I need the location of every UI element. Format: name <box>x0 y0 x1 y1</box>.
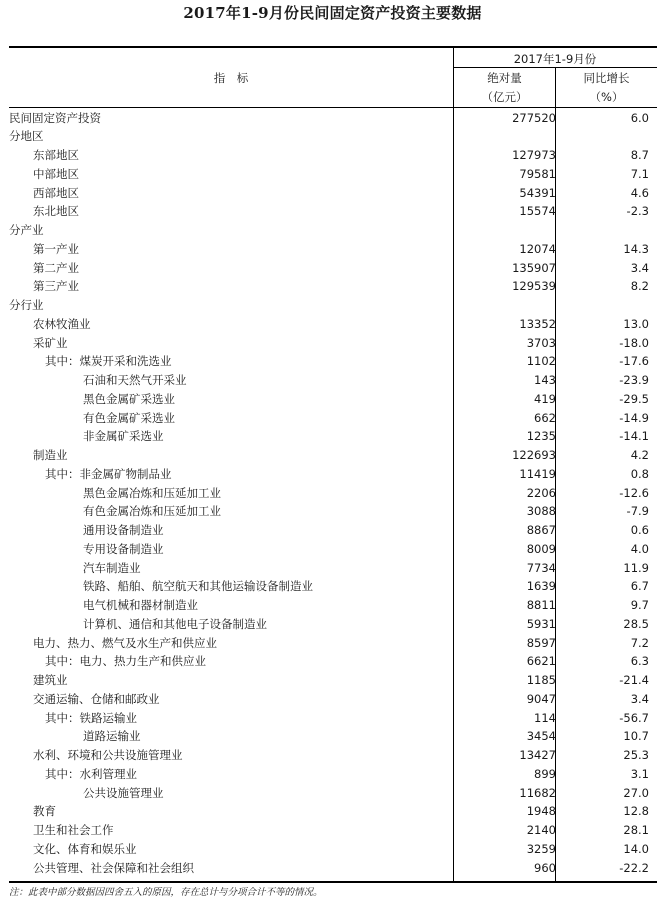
row-label-text: 水利管理业 <box>79 766 137 781</box>
row-label <box>45 352 172 371</box>
table-bottom-rule <box>9 881 657 883</box>
row-label-text: 计算机、通信和其他电子设备制造业 <box>83 616 267 631</box>
row-yoy-value: 7.1 <box>630 166 649 181</box>
row-yoy-value: 8.7 <box>630 148 649 162</box>
row-prefix: 其中： <box>45 766 80 781</box>
row-yoy-value: 6.3 <box>630 654 649 669</box>
row-yoy-value: 4.0 <box>630 541 649 556</box>
table-row <box>9 427 657 446</box>
row-label <box>33 690 160 709</box>
row-label-text: 交通运输、仓储和邮政业 <box>33 691 160 706</box>
table-row <box>9 221 657 240</box>
row-label-text: 水利、环境和公共设施管理业 <box>33 748 183 762</box>
row-label-text: 分地区 <box>9 129 44 144</box>
row-label <box>33 840 137 859</box>
table-row <box>9 709 657 728</box>
row-yoy-value: -12.6 <box>619 485 649 500</box>
row-yoy-value: 0.6 <box>630 523 649 537</box>
row-label <box>33 634 217 653</box>
table-top-rule <box>9 46 657 48</box>
row-label-text: 民间固定资产投资 <box>9 110 101 125</box>
row-yoy-value: 6.7 <box>630 579 649 594</box>
row-abs-value: 1102 <box>526 354 556 369</box>
row-label <box>33 277 79 296</box>
row-abs-value: 11682 <box>519 785 556 800</box>
row-label <box>33 259 79 278</box>
table-row <box>9 821 657 840</box>
row-label <box>83 409 175 428</box>
row-yoy-value: 4.2 <box>630 448 649 462</box>
row-yoy-value: -14.1 <box>619 429 649 444</box>
row-abs-value: 114 <box>534 710 556 725</box>
row-label <box>33 821 114 840</box>
row-yoy-value: 25.3 <box>623 748 649 762</box>
row-label-text: 铁路、船舶、航空航天和其他运输设备制造业 <box>83 579 313 594</box>
table-row <box>9 634 657 653</box>
row-abs-value: 79581 <box>519 166 556 181</box>
row-label <box>45 765 137 784</box>
row-abs-value: 3088 <box>526 504 556 519</box>
row-abs-value: 3454 <box>526 729 556 744</box>
row-label <box>83 596 198 615</box>
row-label-text: 道路运输业 <box>83 729 141 744</box>
row-label <box>83 484 221 503</box>
row-label <box>33 315 91 334</box>
row-abs-value: 5931 <box>526 616 556 631</box>
row-label <box>33 859 194 878</box>
row-label-text: 分产业 <box>9 223 44 237</box>
row-abs-value: 54391 <box>519 185 556 200</box>
table-row <box>9 315 657 334</box>
table-row <box>9 577 657 596</box>
row-label <box>83 784 164 803</box>
row-abs-value: 13352 <box>519 316 556 331</box>
row-yoy-value: -56.7 <box>619 710 649 725</box>
row-label-text: 煤炭开采和洗选业 <box>79 354 172 369</box>
row-label-text: 石油和天然气开采业 <box>83 373 187 387</box>
table-row <box>9 840 657 859</box>
table-row <box>9 184 657 203</box>
table-row <box>9 352 657 371</box>
row-yoy-value: 6.0 <box>630 110 649 125</box>
row-yoy-value: -14.9 <box>619 410 649 425</box>
row-label-text: 汽车制造业 <box>83 560 141 575</box>
row-label <box>45 652 206 671</box>
header-abs-line1: 绝对量 <box>487 71 522 85</box>
row-label-text: 有色金属冶炼和压延加工业 <box>83 504 221 519</box>
table-row <box>9 409 657 428</box>
row-abs-value: 15574 <box>519 204 556 219</box>
row-label-text: 第一产业 <box>33 241 79 256</box>
row-abs-value: 277520 <box>512 110 556 125</box>
table-row <box>9 671 657 690</box>
row-prefix: 其中： <box>45 354 80 369</box>
row-abs-value: 8867 <box>526 523 556 537</box>
table-row <box>9 746 657 765</box>
row-yoy-value: 8.2 <box>630 279 649 294</box>
row-label <box>83 727 141 746</box>
row-yoy-value: 4.6 <box>630 185 649 200</box>
header-yoy-line1: 同比增长 <box>583 71 630 85</box>
table-row <box>9 859 657 878</box>
row-yoy-value: 12.8 <box>623 804 649 819</box>
row-label <box>83 577 313 596</box>
row-label-text: 分行业 <box>9 298 44 312</box>
table-row <box>9 127 657 146</box>
header-abs-line2: （亿元） <box>481 90 528 104</box>
table-row <box>9 446 657 465</box>
row-yoy-value: -23.9 <box>619 373 649 387</box>
row-label-text: 东部地区 <box>33 148 79 162</box>
table-row <box>9 765 657 784</box>
row-abs-value: 1639 <box>526 579 556 594</box>
row-abs-value: 7734 <box>526 560 556 575</box>
row-yoy-value: 13.0 <box>623 316 649 331</box>
row-yoy-value: 3.4 <box>630 260 649 275</box>
row-label-text: 制造业 <box>33 448 68 462</box>
row-abs-value: 419 <box>534 391 556 406</box>
row-abs-value: 135907 <box>512 260 556 275</box>
row-label <box>33 202 79 221</box>
row-abs-value: 6621 <box>526 654 556 669</box>
row-abs-value: 3703 <box>526 335 556 350</box>
row-yoy-value: 10.7 <box>623 729 649 744</box>
row-label-text: 第二产业 <box>33 260 79 275</box>
table-row <box>9 502 657 521</box>
row-label <box>33 184 79 203</box>
row-yoy-value: 3.1 <box>630 766 649 781</box>
row-abs-value: 12074 <box>519 241 556 256</box>
row-label-text: 中部地区 <box>33 166 79 181</box>
table-row <box>9 652 657 671</box>
row-abs-value: 143 <box>534 373 556 387</box>
row-label-text: 西部地区 <box>33 185 79 200</box>
header-indicator: 指 标 <box>213 71 249 85</box>
row-yoy-value: -18.0 <box>619 335 649 350</box>
row-label <box>33 746 183 765</box>
row-yoy-value: 7.2 <box>630 635 649 650</box>
row-prefix: 其中： <box>45 466 80 481</box>
row-label <box>9 109 101 128</box>
row-abs-value: 3259 <box>526 841 556 856</box>
table-row <box>9 146 657 165</box>
table-row <box>9 390 657 409</box>
row-label-text: 电力、热力生产和供应业 <box>79 654 206 669</box>
row-abs-value: 960 <box>534 860 556 875</box>
row-abs-value: 127973 <box>512 148 556 162</box>
row-yoy-value: 14.3 <box>623 241 649 256</box>
row-abs-value: 2140 <box>526 823 556 837</box>
table-row <box>9 109 657 128</box>
row-label <box>83 427 164 446</box>
row-abs-value: 8009 <box>526 541 556 556</box>
row-label-text: 公共管理、社会保障和社会组织 <box>33 860 194 875</box>
table-row <box>9 465 657 484</box>
table-row <box>9 484 657 503</box>
table-row <box>9 371 657 390</box>
row-yoy-value: -21.4 <box>619 673 649 687</box>
table-row <box>9 296 657 315</box>
row-label <box>33 334 68 353</box>
row-label-text: 非金属矿物制品业 <box>79 466 172 481</box>
row-abs-value: 1948 <box>526 804 556 819</box>
row-label <box>33 802 56 821</box>
footnote: 注：此表中部分数据因四舍五入的原因，存在总计与分项合计不等的情况。 <box>9 887 323 898</box>
table-row <box>9 521 657 540</box>
row-label-text: 铁路运输业 <box>79 710 137 725</box>
row-label <box>83 540 164 559</box>
row-yoy-value: 3.4 <box>630 691 649 706</box>
row-yoy-value: 11.9 <box>623 560 649 575</box>
row-yoy-value: -17.6 <box>619 354 649 369</box>
row-label <box>9 221 44 240</box>
row-label <box>33 240 79 259</box>
row-yoy-value: 28.1 <box>623 823 649 837</box>
row-label-text: 农林牧渔业 <box>33 316 91 331</box>
row-label-text: 公共设施管理业 <box>83 785 164 800</box>
table-row <box>9 240 657 259</box>
row-label <box>83 615 267 634</box>
row-label <box>9 127 44 146</box>
table-row <box>9 615 657 634</box>
row-label-text: 第三产业 <box>33 279 79 294</box>
row-abs-value: 8597 <box>526 635 556 650</box>
row-prefix: 其中： <box>45 710 80 725</box>
page-title: 2017年1-9月份民间固定资产投资主要数据 <box>183 4 482 22</box>
row-abs-value: 662 <box>534 410 556 425</box>
row-label-text: 电气机械和器材制造业 <box>83 598 198 612</box>
row-yoy-value: -22.2 <box>619 860 649 875</box>
row-label <box>83 390 175 409</box>
row-label-text: 专用设备制造业 <box>83 541 164 556</box>
row-yoy-value: 14.0 <box>623 841 649 856</box>
row-label-text: 东北地区 <box>33 204 79 219</box>
table-row <box>9 690 657 709</box>
row-label <box>83 371 187 390</box>
row-abs-value: 1235 <box>526 429 556 444</box>
row-label-text: 文化、体育和娱乐业 <box>33 841 137 856</box>
table-row <box>9 277 657 296</box>
row-label <box>33 446 68 465</box>
row-prefix: 其中： <box>45 654 80 669</box>
row-yoy-value: 27.0 <box>623 785 649 800</box>
row-yoy-value: -29.5 <box>619 391 649 406</box>
row-label <box>9 296 44 315</box>
row-label-text: 黑色金属冶炼和压延加工业 <box>83 485 221 500</box>
row-label <box>83 502 221 521</box>
row-label-text: 电力、热力、燃气及水生产和供应业 <box>33 635 217 650</box>
table-row <box>9 559 657 578</box>
table-row <box>9 596 657 615</box>
row-yoy-value: -2.3 <box>626 204 649 219</box>
row-label <box>45 709 137 728</box>
row-yoy-value: 9.7 <box>630 598 649 612</box>
table-row <box>9 727 657 746</box>
row-label <box>83 559 141 578</box>
row-label-text: 采矿业 <box>33 335 68 350</box>
row-label-text: 卫生和社会工作 <box>33 823 114 837</box>
row-label <box>33 671 68 690</box>
header-period: 2017年1-9月份 <box>513 52 597 66</box>
table-row <box>9 784 657 803</box>
row-abs-value: 13427 <box>519 748 556 762</box>
row-yoy-value: -7.9 <box>626 504 649 519</box>
row-abs-value: 2206 <box>526 485 556 500</box>
row-yoy-value: 28.5 <box>623 616 649 631</box>
table-row <box>9 540 657 559</box>
table-row <box>9 259 657 278</box>
row-label-text: 黑色金属矿采选业 <box>83 391 175 406</box>
header-yoy-line2: （%） <box>589 90 624 104</box>
row-label <box>83 521 164 540</box>
row-label-text: 教育 <box>33 804 56 819</box>
row-label-text: 通用设备制造业 <box>83 523 164 537</box>
row-abs-value: 11419 <box>519 466 556 481</box>
row-label-text: 有色金属矿采选业 <box>83 410 175 425</box>
row-abs-value: 1185 <box>526 673 556 687</box>
row-label <box>45 465 172 484</box>
table-row <box>9 334 657 353</box>
row-label-text: 非金属矿采选业 <box>83 429 164 444</box>
row-label-text: 建筑业 <box>33 673 68 687</box>
table-row <box>9 202 657 221</box>
row-abs-value: 129539 <box>512 279 556 294</box>
row-abs-value: 899 <box>534 766 556 781</box>
row-abs-value: 8811 <box>526 598 556 612</box>
row-label <box>33 146 79 165</box>
row-yoy-value: 0.8 <box>630 466 649 481</box>
table-row <box>9 165 657 184</box>
row-label <box>33 165 79 184</box>
row-abs-value: 122693 <box>512 448 556 462</box>
row-abs-value: 9047 <box>526 691 556 706</box>
table-row <box>9 802 657 821</box>
